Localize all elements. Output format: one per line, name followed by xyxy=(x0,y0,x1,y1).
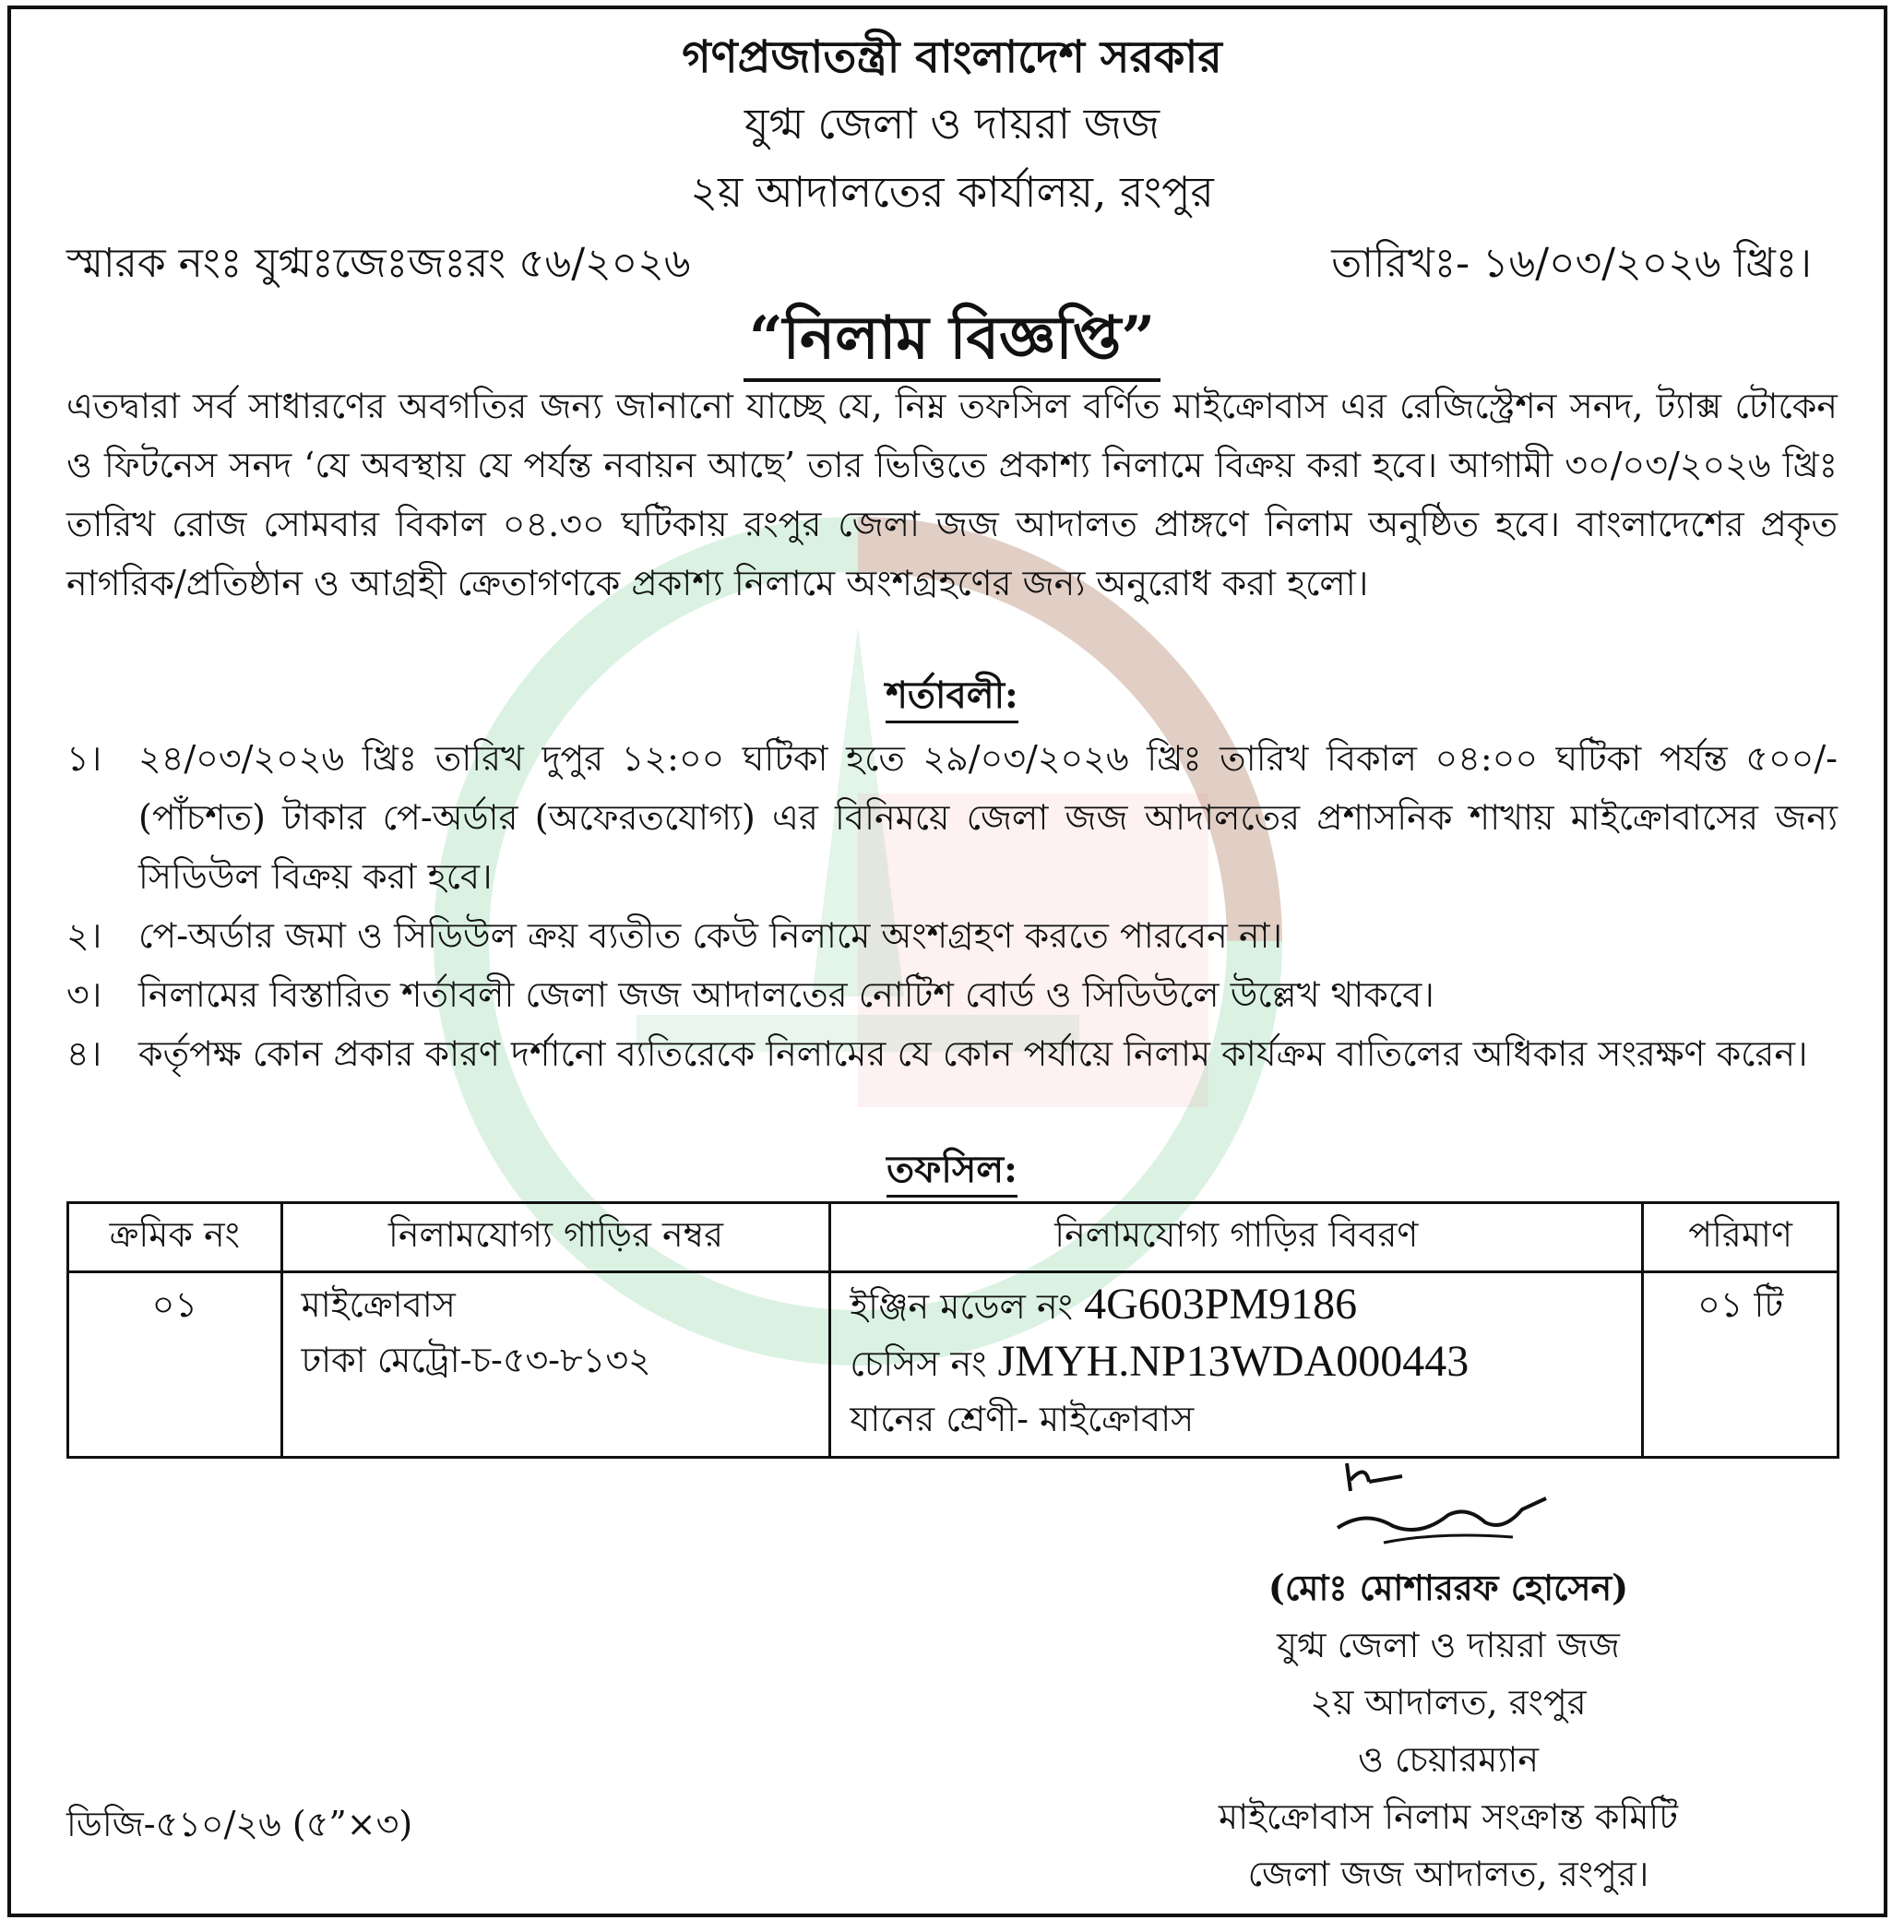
table-row xyxy=(68,1272,1839,1458)
signatory-committee: মাইক্রোবাস নিলাম সংক্রান্ত কমিটি xyxy=(1218,1796,1679,1837)
vehicle-description-cell xyxy=(830,1272,1643,1458)
condition-item xyxy=(66,1024,1838,1083)
condition-text: ২৪/০৩/২০২৬ খ্রিঃ তারিখ দুপুর ১২:০০ ঘটিকা হতে ২৯/০৩/২০২৬ খ্রিঃ তারিখ বিকাল ০৪:০০ ঘটিকা পর্যন্ত ৫০০/- (পাঁচশত) টাকার পে-অর্ডার (অফেরতযোগ্য) এর বিনিময়ে জেলা জজ আদালতের প্রশাসনিক শাখায় মাইক্রোবাসের জন্য সিডিউল বিক্রয় করা হবে। xyxy=(138,738,1838,897)
notice-date: তারিখঃ- ১৬/০৩/২০২৬ খ্রিঃ। xyxy=(1331,240,1812,287)
intro-paragraph: এতদ্বারা সর্ব সাধারণের অবগতির জন্য জানানো যাচ্ছে যে, নিম্ন তফসিল বর্ণিত মাইক্রোবাস এর রেজিস্ট্রেশন সনদ, ট্যাক্স টোকেন ও ফিটনেস সনদ ‘যে অবস্থায় যে পর্যন্ত নবায়ন আছে’ তার ভিত্তিতে প্রকাশ্য নিলামে বিক্রয় করা হবে। আগামী ৩০/০৩/২০২৬ খ্রিঃ তারিখ রোজ সোমবার বিকাল ০৪.৩০ ঘটিকায় রংপুর জেলা জজ আদালত প্রাঙ্গণে নিলাম অনুষ্ঠিত হবে। বাংলাদেশের প্রকৃত নাগরিক/প্রতিষ্ঠান ও আগ্রহী ক্রেতাগণকে প্রকাশ্য নিলামে অংশগ্রহণের জন্য অনুরোধ করা হলো। xyxy=(66,386,1838,603)
vehicle-class: যানের শ্রেণী- মাইক্রোবাস xyxy=(850,1399,1195,1439)
chassis-value: JMYH.NP13WDA000443 xyxy=(997,1337,1470,1386)
condition-item xyxy=(66,729,1838,906)
signatory-designation: যুগ্ম জেলা ও দায়রা জজ xyxy=(1277,1625,1620,1665)
condition-item xyxy=(66,965,1838,1024)
table-header-row xyxy=(68,1203,1839,1272)
condition-number: ১। xyxy=(66,738,102,779)
schedule-table xyxy=(66,1201,1839,1459)
condition-item xyxy=(66,906,1838,965)
memo-number: স্মারক নংঃ যুগ্মঃজেঃজঃরং ৫৬/২০২৬ xyxy=(66,240,691,287)
office-title: ২য় আদালতের কার্যালয়, রংপুর xyxy=(690,167,1214,217)
quantity-cell: ০১ টি xyxy=(1643,1272,1839,1458)
signatory-name: (মোঃ মোশাররফ হোসেন) xyxy=(1267,1567,1629,1608)
signatory-role: ও চেয়ারম্যান xyxy=(1357,1739,1540,1780)
schedule-heading-text: তফসিল: xyxy=(887,1148,1017,1198)
engine-model-label: ইঞ্জিন মডেল নং xyxy=(850,1286,1073,1327)
conditions-heading-text: শর্তাবলী: xyxy=(886,674,1018,723)
condition-number: ২। xyxy=(66,915,102,956)
column-header: ক্রমিক নং xyxy=(68,1203,282,1272)
vehicle-type: মাইক্রোবাস xyxy=(301,1284,456,1325)
chassis-label: চেসিস নং xyxy=(850,1343,987,1384)
condition-text: কর্তৃপক্ষ কোন প্রকার কারণ দর্শানো ব্যতিরেকে নিলামের যে কোন পর্যায়ে নিলাম কার্যক্রম বাতিলের অধিকার সংরক্ষণ করেন। xyxy=(138,1033,1808,1074)
handwritten-signature xyxy=(1328,1454,1568,1556)
condition-text: নিলামের বিস্তারিত শর্তাবলী জেলা জজ আদালতের নোটিশ বোর্ড ও সিডিউলে উল্লেখ থাকবে। xyxy=(138,974,1434,1015)
engine-model-value: 4G603PM9186 xyxy=(1084,1280,1358,1329)
chassis-line xyxy=(850,1334,1623,1391)
column-header: নিলামযোগ্য গাড়ির নম্বর xyxy=(281,1203,830,1272)
condition-number: ৪। xyxy=(66,1033,102,1074)
signatory-office: জেলা জজ আদালত, রংপুর। xyxy=(1247,1854,1649,1894)
signatory-court: ২য় আদালত, রংপুর xyxy=(1310,1682,1587,1723)
conditions-heading xyxy=(0,666,1904,728)
column-header: পরিমাণ xyxy=(1643,1203,1839,1272)
vehicle-registration: ঢাকা মেট্রো-চ-৫৩-৮১৩২ xyxy=(301,1340,651,1380)
schedule-heading xyxy=(0,1140,1904,1202)
condition-text: পে-অর্ডার জমা ও সিডিউল ক্রয় ব্যতীত কেউ নিলামে অংশগ্রহণ করতে পারবেন না। xyxy=(138,915,1283,956)
signature-block xyxy=(1061,1559,1836,1902)
court-title: যুগ্ম জেলা ও দায়রা জজ xyxy=(744,99,1160,149)
serial-cell: ০১ xyxy=(68,1272,282,1458)
gov-header: গণপ্রজাতন্ত্রী বাংলাদেশ সরকার xyxy=(682,31,1222,83)
column-header: নিলামযোগ্য গাড়ির বিবরণ xyxy=(830,1203,1643,1272)
engine-model-line xyxy=(850,1277,1623,1334)
notice-title-text: “নিলাম বিজ্ঞপ্তি” xyxy=(744,304,1160,382)
vehicle-number-cell xyxy=(281,1272,830,1458)
footer-code: ডিজি-৫১০/২৬ (৫”×৩) xyxy=(66,1804,413,1844)
condition-number: ৩। xyxy=(66,974,102,1015)
